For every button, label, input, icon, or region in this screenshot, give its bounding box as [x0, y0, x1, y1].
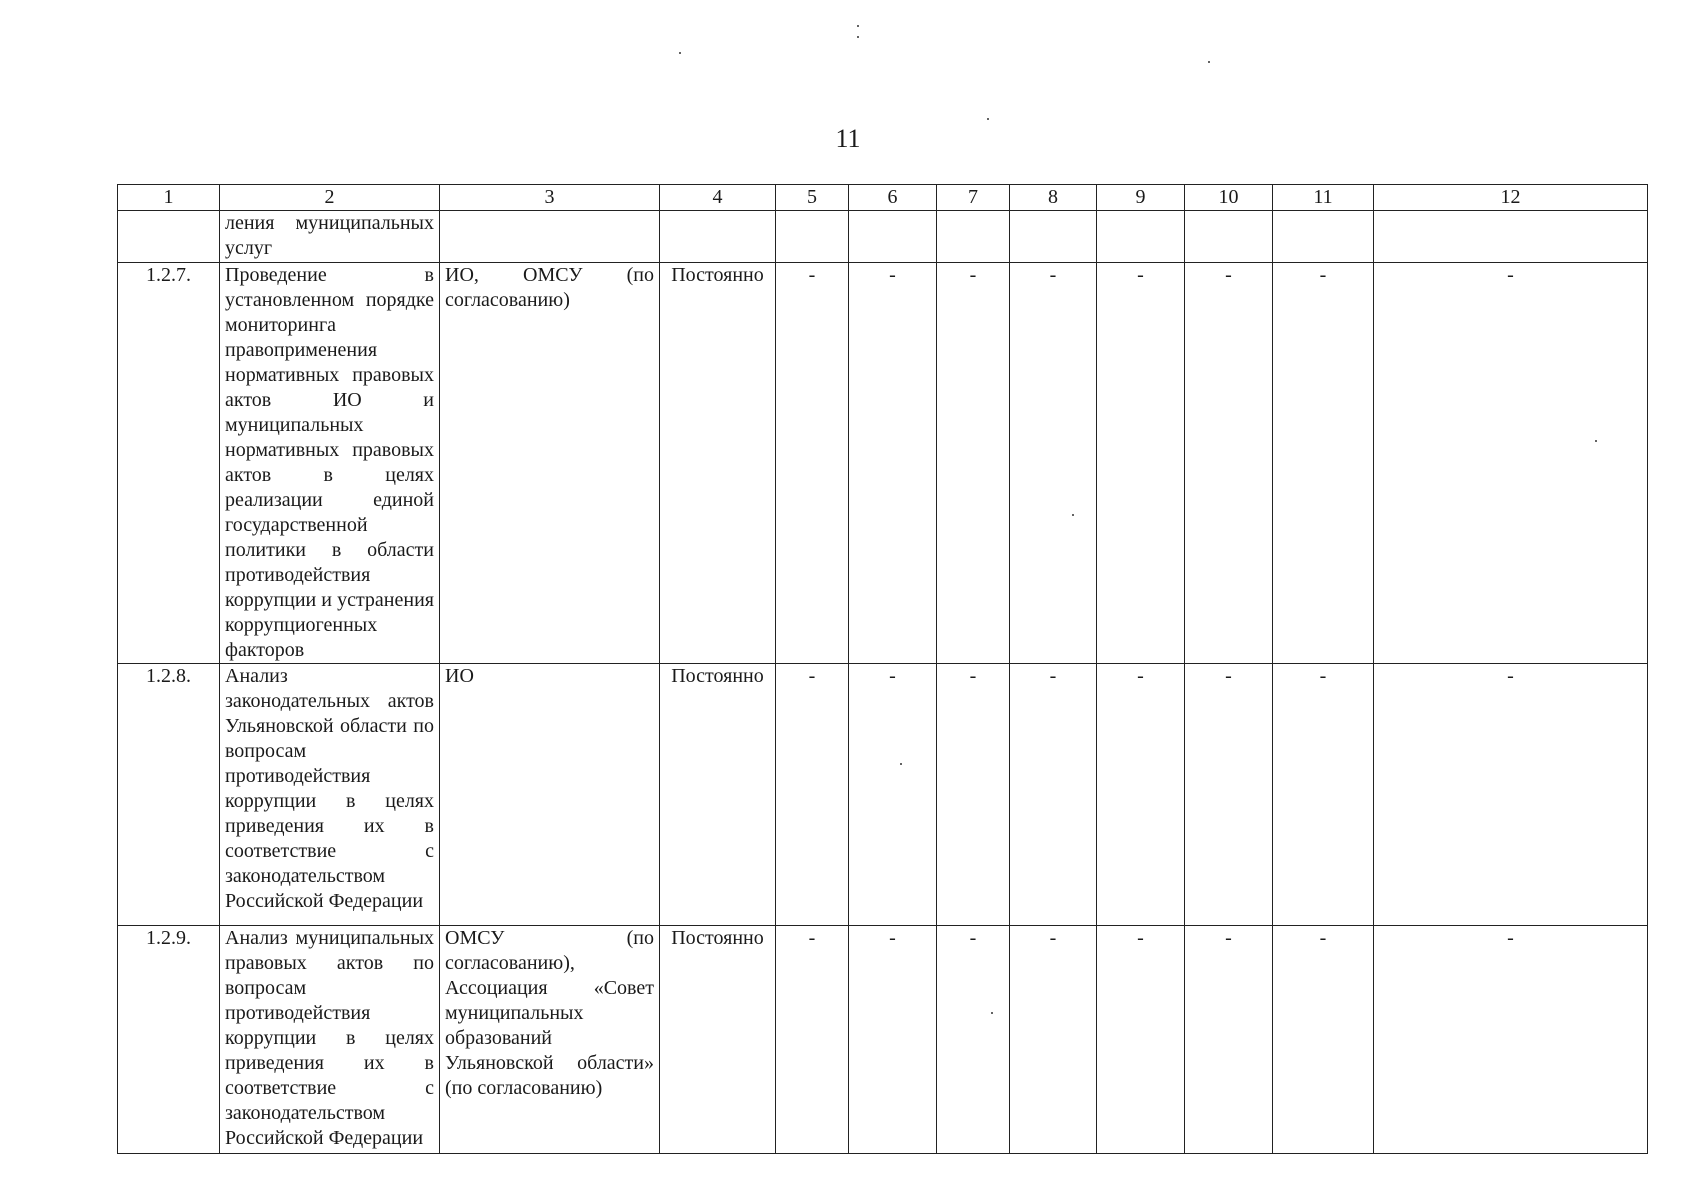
scan-speck — [857, 25, 859, 27]
executors-cell — [440, 211, 660, 263]
activity-cell: ления муниципальных услуг — [220, 211, 440, 263]
value-cell: - — [1273, 263, 1374, 664]
value-cell: - — [1185, 664, 1273, 926]
table-row — [118, 926, 1648, 1154]
table-row — [118, 664, 1648, 926]
value-cell — [937, 211, 1010, 263]
executors-cell: ИО, ОМСУ (по согласованию) — [440, 263, 660, 664]
value-cell: - — [937, 263, 1010, 664]
value-cell: - — [1273, 926, 1374, 1154]
value-cell: - — [1374, 926, 1648, 1154]
period-cell: Постоянно — [660, 263, 776, 664]
value-cell: - — [1273, 664, 1374, 926]
row-number-cell: 1.2.8. — [118, 664, 220, 926]
value-cell: - — [937, 664, 1010, 926]
value-cell — [1185, 211, 1273, 263]
header-cell: 4 — [660, 185, 776, 211]
scan-speck — [987, 118, 989, 120]
value-cell — [1010, 211, 1097, 263]
value-cell: - — [1010, 263, 1097, 664]
activities-table — [117, 184, 1648, 1154]
value-cell: - — [776, 926, 849, 1154]
value-cell: - — [849, 263, 937, 664]
scan-speck — [679, 52, 681, 54]
header-cell: 3 — [440, 185, 660, 211]
executors-cell: ОМСУ (по согласованию), Ассоциация «Совет муниципальных образований Ульяновской области» (по согласованию) — [440, 926, 660, 1154]
header-cell: 5 — [776, 185, 849, 211]
header-cell: 2 — [220, 185, 440, 211]
page-number: 11 — [835, 124, 861, 153]
activity-cell: Проведение в установленном порядке мониторинга правоприменения нормативных правовых актов ИО и муниципальных нормативных правовых актов в целях реализации единой государственной политики в области противодействия коррупции и устранения коррупциогенных факторов — [220, 263, 440, 664]
value-cell: - — [1374, 664, 1648, 926]
value-cell: - — [776, 664, 849, 926]
value-cell: - — [1185, 926, 1273, 1154]
header-cell: 11 — [1273, 185, 1374, 211]
value-cell: - — [1097, 263, 1185, 664]
header-cell: 9 — [1097, 185, 1185, 211]
scan-speck — [857, 36, 859, 38]
period-cell: Постоянно — [660, 926, 776, 1154]
value-cell: - — [776, 263, 849, 664]
row-number-cell: 1.2.9. — [118, 926, 220, 1154]
continuation-row — [118, 211, 1648, 263]
row-number-cell: 1.2.7. — [118, 263, 220, 664]
activity-cell: Анализ законодательных актов Ульяновской области по вопросам противодействия коррупции в целях приведения их в соответствие с законодательством Российской Федерации — [220, 664, 440, 926]
value-cell: - — [1097, 664, 1185, 926]
value-cell — [1097, 211, 1185, 263]
value-cell: - — [849, 926, 937, 1154]
header-cell: 1 — [118, 185, 220, 211]
value-cell: - — [1097, 926, 1185, 1154]
value-cell — [1374, 211, 1648, 263]
value-cell: - — [1010, 926, 1097, 1154]
value-cell: - — [849, 664, 937, 926]
value-cell — [1273, 211, 1374, 263]
value-cell: - — [1185, 263, 1273, 664]
activity-cell: Анализ муниципальных правовых актов по вопросам противодействия коррупции в целях приведения их в соответствие с законодательством Российской Федерации — [220, 926, 440, 1154]
header-cell: 8 — [1010, 185, 1097, 211]
value-cell: - — [1010, 664, 1097, 926]
period-cell — [660, 211, 776, 263]
value-cell — [849, 211, 937, 263]
header-cell: 12 — [1374, 185, 1648, 211]
row-number-cell — [118, 211, 220, 263]
value-cell: - — [1374, 263, 1648, 664]
value-cell — [776, 211, 849, 263]
header-cell: 6 — [849, 185, 937, 211]
header-cell: 7 — [937, 185, 1010, 211]
table-row — [118, 263, 1648, 664]
scan-speck — [1208, 61, 1210, 63]
header-cell: 10 — [1185, 185, 1273, 211]
period-cell: Постоянно — [660, 664, 776, 926]
executors-cell: ИО — [440, 664, 660, 926]
table-header-row — [118, 185, 1648, 211]
value-cell: - — [937, 926, 1010, 1154]
